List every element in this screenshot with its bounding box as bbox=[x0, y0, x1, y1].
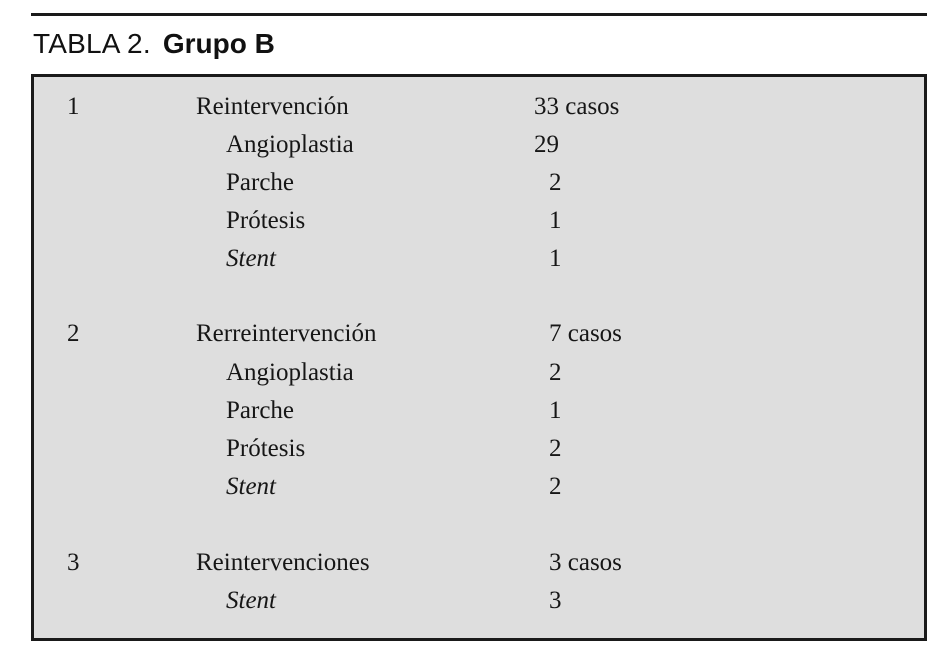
group-1-item-1-label: Angioplastia bbox=[226, 131, 354, 158]
group-1-item-2-label: Parche bbox=[226, 169, 295, 196]
group-1-total: 33 casos bbox=[534, 93, 620, 120]
table-caption bbox=[33, 26, 275, 66]
group-2-item-2-value: 1 bbox=[549, 397, 562, 424]
group-1-item-2-value: 2 bbox=[549, 169, 562, 196]
group-1-number: 1 bbox=[67, 93, 80, 120]
group-3-total: 3 casos bbox=[549, 549, 622, 576]
group-2-item-1-label: Angioplastia bbox=[226, 359, 354, 386]
group-1-item-3-label: Prótesis bbox=[226, 207, 306, 234]
group-2-total: 7 casos bbox=[549, 320, 622, 347]
group-2-item-3-label: Prótesis bbox=[226, 435, 306, 462]
group-2-item-2-label: Parche bbox=[226, 397, 295, 424]
group-2-title: Rerreintervención bbox=[196, 320, 377, 347]
table-number-label: TABLA 2. bbox=[33, 28, 151, 59]
table-title: Grupo B bbox=[162, 28, 275, 59]
group-2-item-3-value: 2 bbox=[549, 435, 562, 462]
group-3-number: 3 bbox=[67, 549, 80, 576]
group-1-item-4-value: 1 bbox=[549, 245, 562, 272]
group-3-title: Reintervenciones bbox=[196, 549, 370, 576]
group-2-number: 2 bbox=[67, 320, 80, 347]
group-2-item-4-value: 2 bbox=[549, 473, 562, 500]
group-3-item-1-value: 3 bbox=[549, 587, 562, 614]
group-2-item-1-value: 2 bbox=[549, 359, 562, 386]
top-rule bbox=[31, 13, 927, 16]
group-1-item-3-value: 1 bbox=[549, 207, 562, 234]
group-1-title: Reintervención bbox=[196, 93, 349, 120]
group-1-item-1-value: 29 bbox=[534, 131, 559, 158]
group-2-item-4-label: Stent bbox=[226, 473, 276, 500]
group-3-item-1-label: Stent bbox=[226, 587, 276, 614]
table-box bbox=[31, 74, 927, 641]
group-1-item-4-label: Stent bbox=[226, 245, 276, 272]
